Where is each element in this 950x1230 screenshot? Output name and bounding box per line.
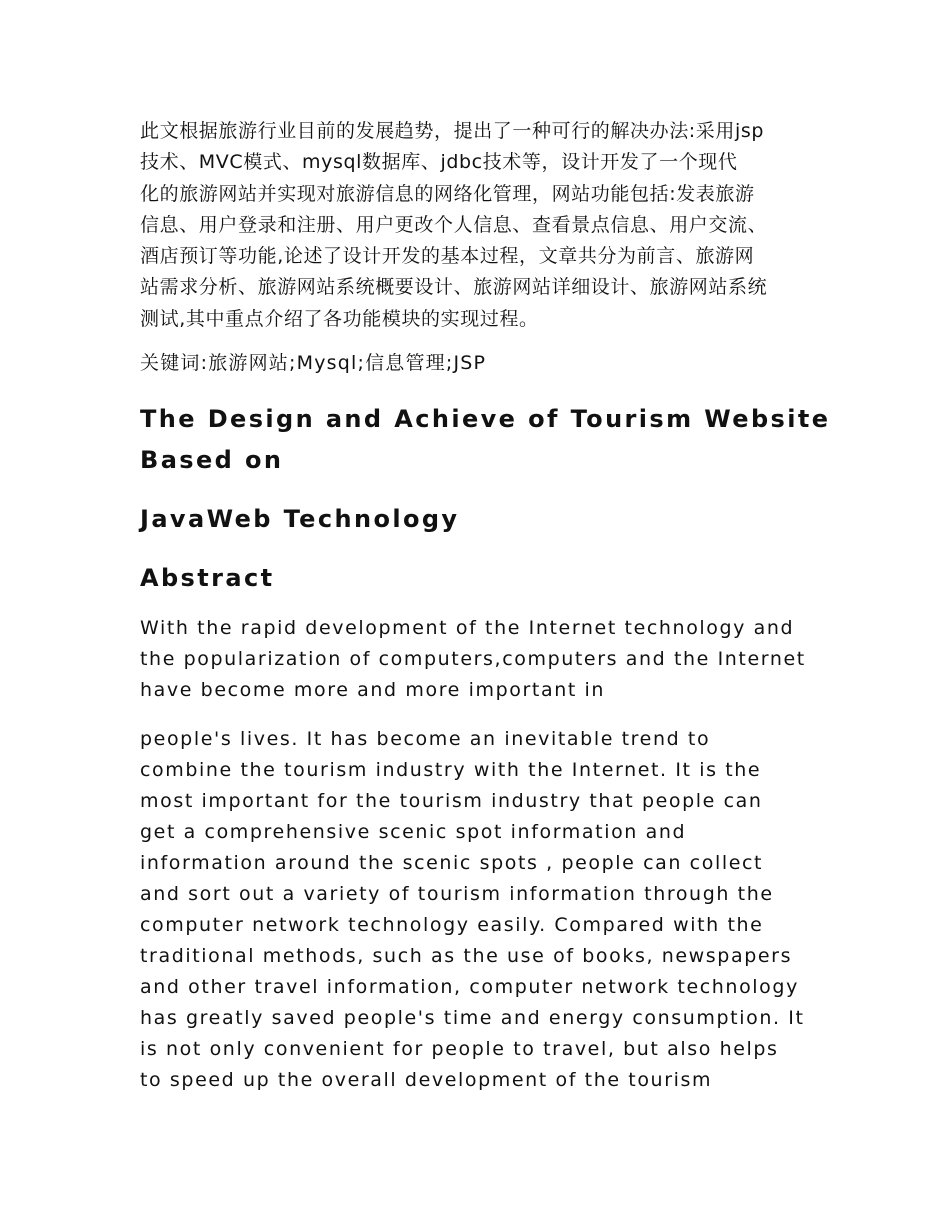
chinese-abstract-line: 此文根据旅游行业目前的发展趋势，提出了一种可行的解决办法:采用jsp (140, 120, 765, 142)
chinese-abstract (140, 116, 820, 335)
chinese-abstract-line: 技术、MVC模式、mysql数据库、jdbc技术等，设计开发了一个现代 (140, 151, 738, 174)
chinese-abstract-line: 化的旅游网站并实现对旅游信息的网络化管理，网站功能包括:发表旅游 (140, 182, 755, 205)
english-title-line: Based on (140, 446, 284, 475)
document-page (140, 116, 831, 1096)
english-title (140, 399, 831, 481)
english-abstract-line: has greatly saved people's time and energy consumption. It (140, 1007, 805, 1030)
english-abstract-line: combine the tourism industry with the Internet. It is the (140, 759, 762, 782)
chinese-keywords: 关键词:旅游网站;Mysql;信息管理;JSP (140, 352, 487, 375)
english-abstract-paragraph (140, 724, 820, 1096)
chinese-abstract-line: 测试,其中重点介绍了各功能模块的实现过程。 (140, 307, 539, 330)
english-abstract-line: information around the scenic spots , people can collect (140, 852, 764, 875)
english-title-line: The Design and Achieve of Tourism Website (140, 405, 831, 434)
english-subtitle: JavaWeb Technology (140, 505, 460, 534)
english-abstract-paragraph (140, 613, 820, 706)
english-abstract-line: to speed up the overall development of the tourism (140, 1069, 713, 1092)
chinese-abstract-line: 信息、用户登录和注册、用户更改个人信息、查看景点信息、用户交流、 (140, 213, 768, 236)
english-abstract-line: have become more and more important in (140, 679, 606, 702)
english-abstract-line: is not only convenient for people to travel, but also helps (140, 1038, 779, 1061)
chinese-abstract-line: 酒店预订等功能,论述了设计开发的基本过程，文章共分为前言、旅游网 (140, 245, 755, 268)
english-abstract-line: computer network technology easily. Compared with the (140, 914, 764, 937)
english-abstract-line: people's lives. It has become an inevitable trend to (140, 728, 711, 751)
english-abstract-line: and sort out a variety of tourism information through the (140, 883, 774, 906)
english-abstract-line: the popularization of computers,computers and the Internet (140, 648, 806, 671)
english-abstract-line: traditional methods, such as the use of books, newspapers (140, 945, 793, 968)
english-abstract-line: and other travel information, computer network technology (140, 976, 799, 999)
english-abstract-line: get a comprehensive scenic spot information and (140, 821, 687, 844)
chinese-abstract-line: 站需求分析、旅游网站系统概要设计、旅游网站详细设计、旅游网站系统 (140, 276, 768, 299)
abstract-heading: Abstract (140, 564, 275, 593)
english-abstract-line: most important for the tourism industry that people can (140, 790, 763, 813)
english-abstract-line: With the rapid development of the Internet technology and (140, 617, 795, 640)
